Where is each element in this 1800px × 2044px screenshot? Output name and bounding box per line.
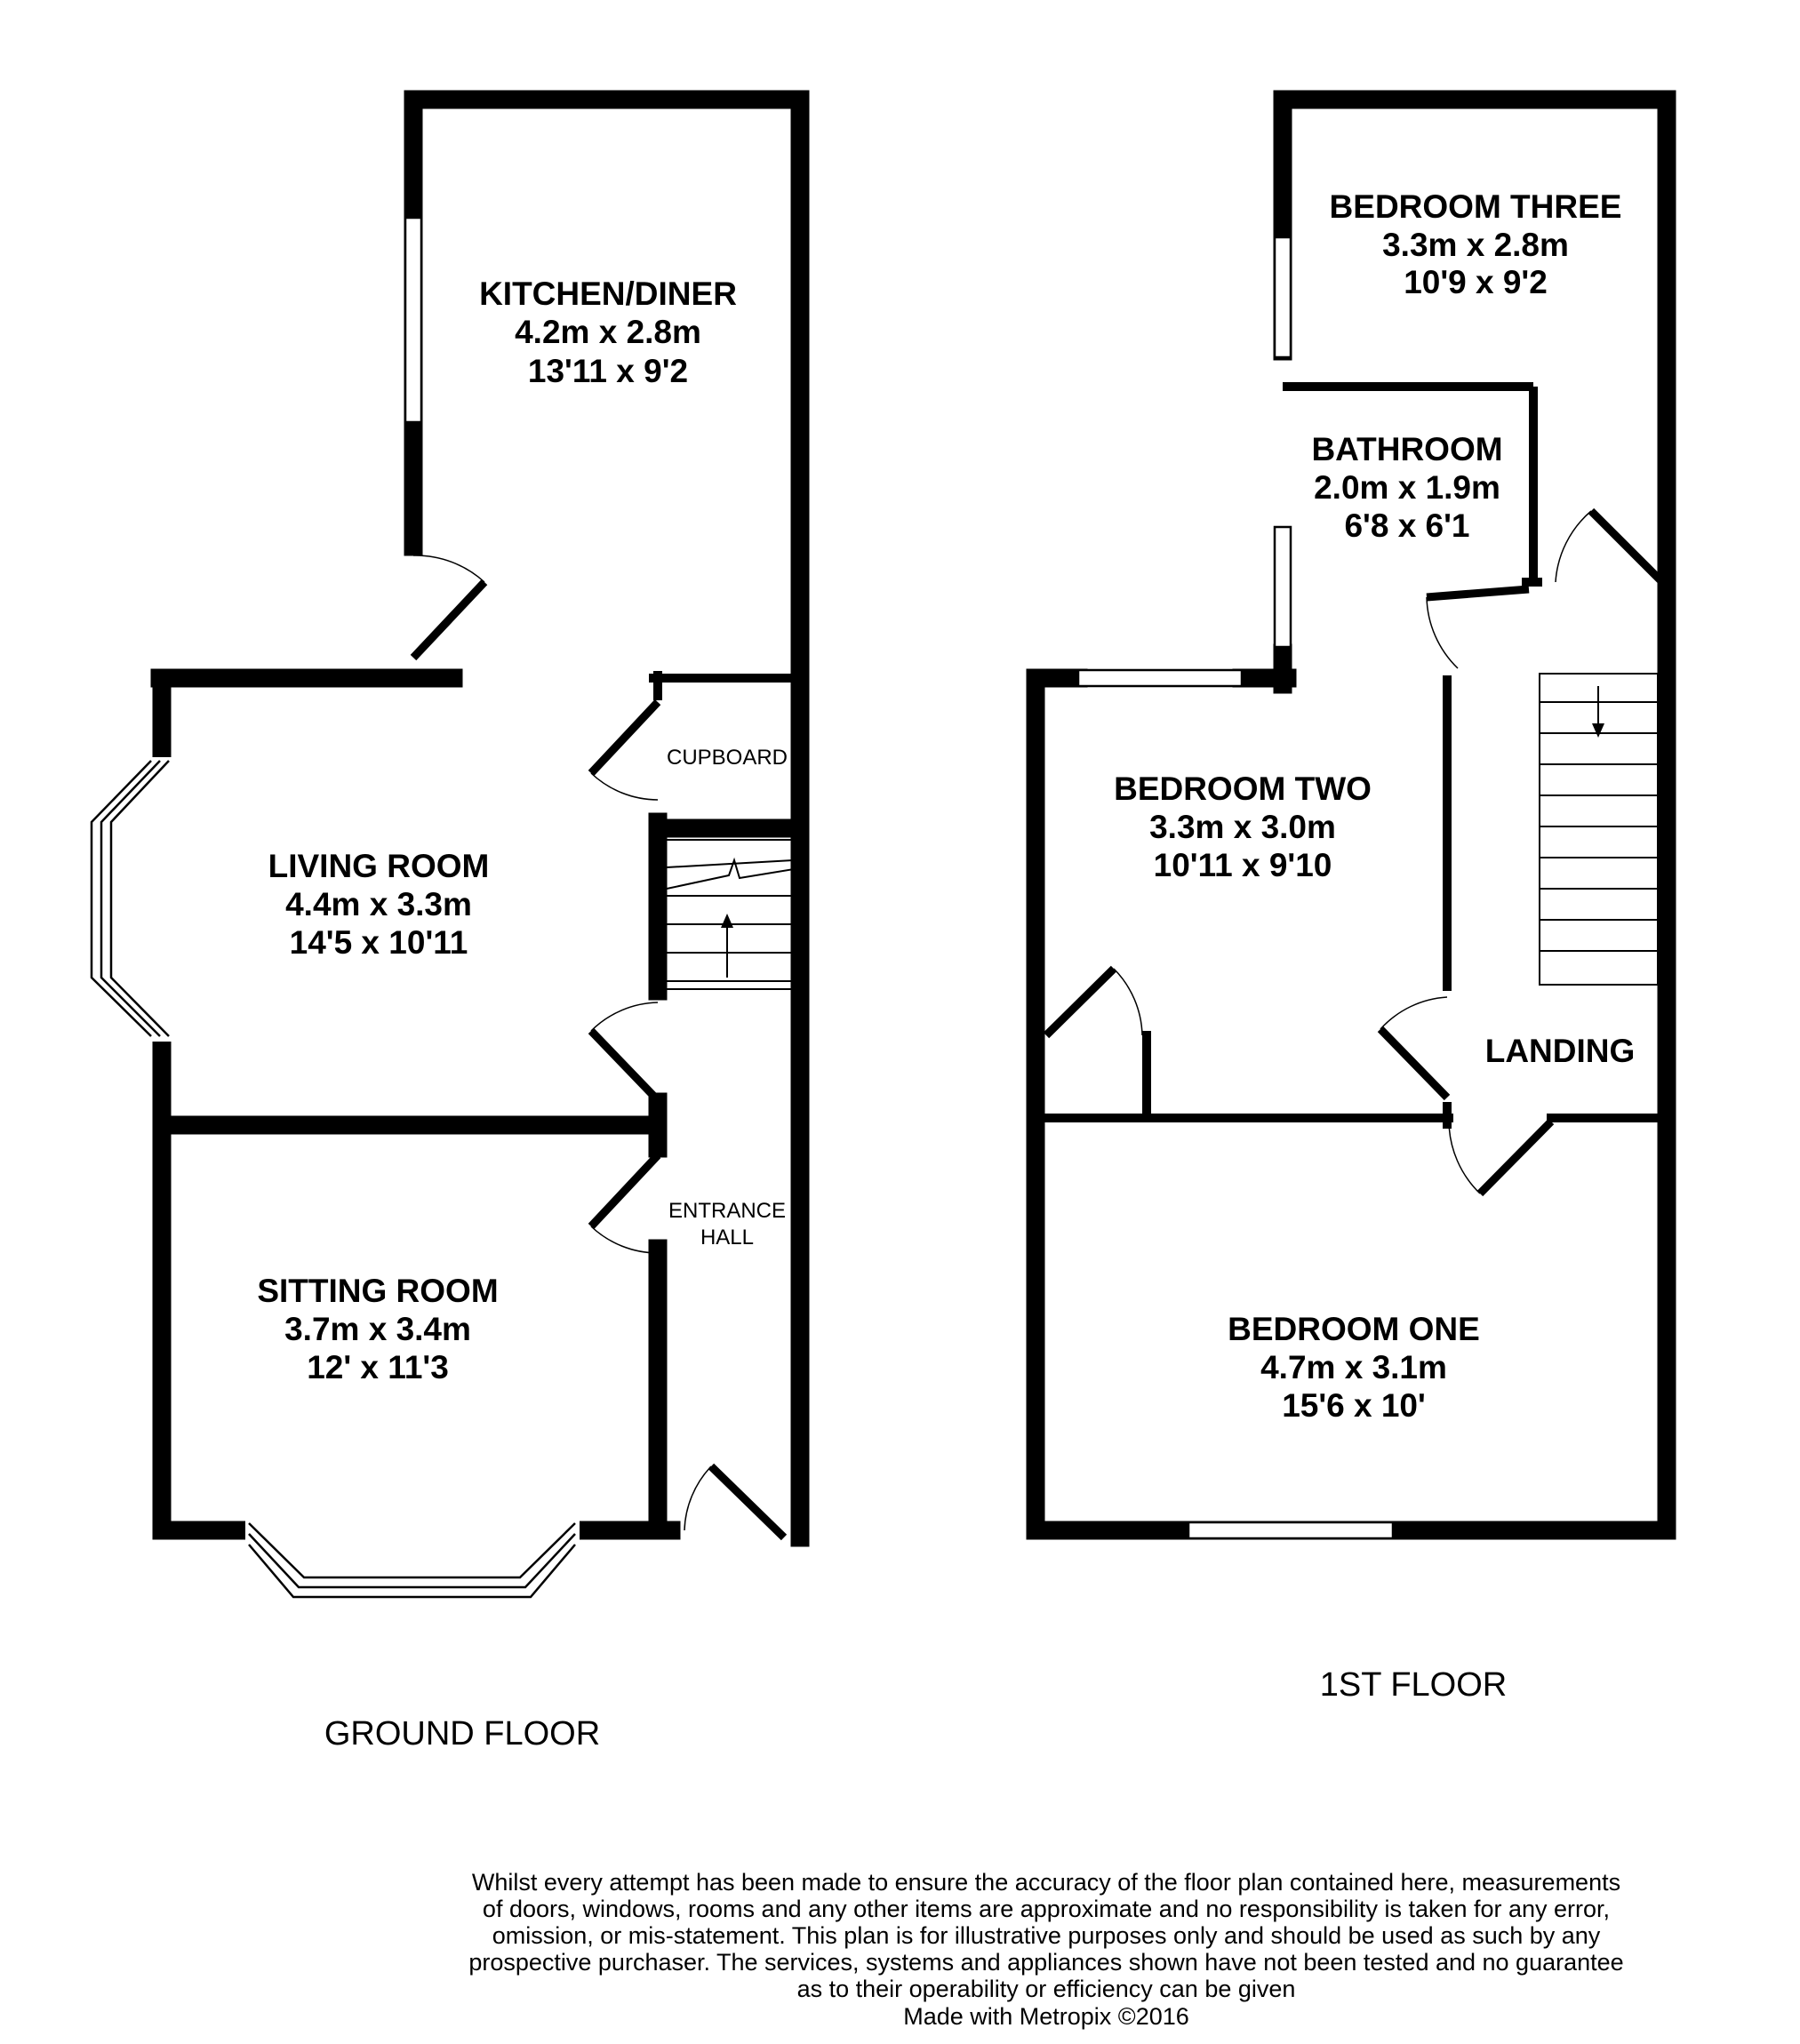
bathroom-metric: 2.0m x 1.9m: [1314, 469, 1500, 506]
bedroom-one-label: [1228, 1311, 1480, 1424]
kitchen-name: KITCHEN/DINER: [479, 275, 737, 312]
disclaimer-credit: Made with Metropix ©2016: [903, 2003, 1189, 2030]
kitchen-diner-label: [479, 275, 737, 389]
ground-floor-doors: [413, 555, 787, 1537]
landing-label: LANDING: [1484, 1033, 1636, 1069]
bathroom-name: BATHROOM: [1311, 431, 1503, 467]
sitting-room-name: SITTING ROOM: [257, 1273, 499, 1309]
disclaimer-line-3: omission, or mis-statement. This plan is for illustrative purposes only and should be used as such by any: [492, 1922, 1601, 1949]
bedroom-two-name: BEDROOM TWO: [1114, 770, 1372, 807]
first-floor-stairs: [1540, 674, 1658, 985]
disclaimer: [468, 1869, 1623, 2030]
bedroom-two-metric: 3.3m x 3.0m: [1149, 809, 1336, 845]
entrance-hall-label-line1: ENTRANCE: [668, 1199, 787, 1223]
disclaimer-line-1: Whilst every attempt has been made to ensure the accuracy of the floor plan contained here, measurements: [471, 1869, 1621, 1896]
living-room-metric: 4.4m x 3.3m: [285, 886, 472, 922]
entrance-hall-label-line2: HALL: [700, 1226, 755, 1250]
kitchen-window: [405, 218, 421, 422]
ground-floor-title: GROUND FLOOR: [324, 1715, 601, 1753]
kitchen-imperial: 13'11 x 9'2: [527, 353, 689, 389]
bedroom-two-label: [1114, 770, 1372, 883]
sitting-room-bay-window: [245, 1520, 580, 1597]
disclaimer-line-4: prospective purchaser. The services, systems and appliances shown have not been tested and no guarantee: [468, 1949, 1624, 1976]
disclaimer-line-5: as to their operability or efficiency can be given: [796, 1976, 1296, 2002]
kitchen-metric: 4.2m x 2.8m: [515, 314, 701, 350]
living-room-imperial: 14'5 x 10'11: [289, 924, 468, 961]
disclaimer-line-2: of doors, windows, rooms and any other items are approximate and no responsibility is taken for any error,: [482, 1896, 1611, 1922]
sitting-room-label: [257, 1273, 498, 1385]
ground-floor-stairs: [665, 840, 794, 989]
bathroom-label: [1311, 431, 1502, 544]
bedroom-three-metric: 3.3m x 2.8m: [1382, 227, 1569, 263]
bathroom-window: [1275, 527, 1291, 647]
cupboard-label: CUPBOARD: [666, 746, 788, 770]
bedroom-two-window: [1078, 670, 1242, 686]
bedroom-one-metric: 4.7m x 3.1m: [1260, 1349, 1447, 1385]
first-floor-doors: [1046, 511, 1662, 1194]
bedroom-two-imperial: 10'11 x 9'10: [1153, 847, 1332, 883]
ground-floor-plan: [92, 100, 800, 1753]
bedroom-three-name: BEDROOM THREE: [1329, 188, 1622, 225]
bedroom-one-imperial: 15'6 x 10': [1282, 1387, 1426, 1424]
sitting-room-imperial: 12' x 11'3: [307, 1349, 449, 1385]
first-floor-title: 1ST FLOOR: [1319, 1666, 1508, 1704]
bedroom-one-name: BEDROOM ONE: [1228, 1311, 1480, 1347]
bedroom-one-window: [1188, 1522, 1393, 1538]
bedroom-three-imperial: 10'9 x 9'2: [1404, 264, 1548, 300]
first-floor-plan: [1036, 100, 1667, 1704]
ground-floor-walls: [160, 100, 800, 1537]
bedroom-three-label: [1330, 188, 1622, 300]
living-room-label: [268, 848, 490, 961]
living-room-name: LIVING ROOM: [268, 848, 490, 884]
bathroom-imperial: 6'8 x 6'1: [1344, 507, 1470, 544]
living-room-bay-window: [92, 757, 178, 1042]
sitting-room-metric: 3.7m x 3.4m: [284, 1311, 471, 1347]
bedroom-three-window: [1275, 237, 1291, 357]
